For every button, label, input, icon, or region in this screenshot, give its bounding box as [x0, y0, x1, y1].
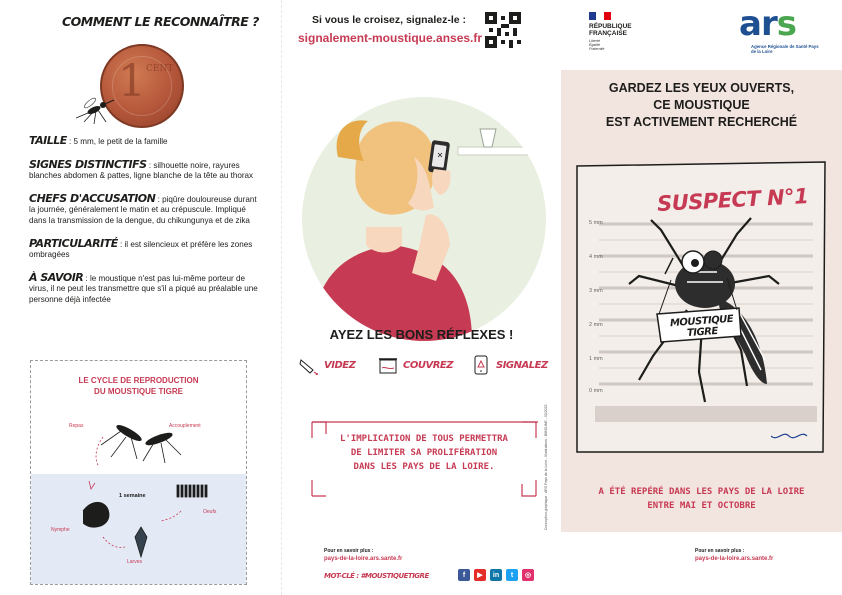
found-line: A ÉTÉ REPÉRÉ DANS LES PAYS DE LA LOIRE: [598, 487, 805, 497]
twitter-icon[interactable]: t: [506, 569, 518, 581]
cover-title-line: EST ACTIVEMENT RECHERCHÉ: [605, 115, 798, 129]
motto-word: Liberté: [589, 39, 600, 43]
stage-eggs: Oeufs: [203, 509, 217, 515]
notice-line: DE LIMITER SA PROLIFÉRATION: [350, 448, 498, 458]
covered-container-icon: [377, 354, 399, 376]
fact-text: : piqûre douloureuse durant la journée, généralement le matin et au crépuscule. Impliqué dans la transmission de la dengue, du chikungunya et de zika: [29, 194, 257, 225]
woman-drawing: [302, 97, 546, 341]
cover-footer-area: [561, 532, 842, 595]
stage-mating: Accouplement: [169, 423, 201, 429]
report-header: Si vous le croisez, signalez-le :: [312, 14, 467, 26]
cover-header: [561, 0, 842, 70]
panel2-footer: [282, 532, 561, 595]
panel-report: [281, 0, 561, 595]
fact-list: [29, 136, 265, 318]
fact-signs: [29, 157, 265, 182]
fact-text: : silhouette noire, rayures blanches abdomen & pattes, ligne blanche de la tête au thorax: [29, 160, 254, 181]
ars-word-part: s: [776, 4, 796, 44]
coin-text: CENT: [146, 64, 174, 74]
fact-charges: [29, 191, 265, 227]
scale-tick: 0 mm: [589, 388, 603, 394]
reflexes-title: AYEZ LES BONS RÉFLEXES !: [329, 327, 514, 342]
reflex-label: SIGNALEZ: [496, 359, 548, 371]
scale-tick: 1 mm: [589, 356, 603, 362]
fact-particularity: [29, 236, 265, 261]
cover-title: [561, 80, 842, 131]
credit-text: Conception graphique : ARS Pays de la Loire - Illustrations : BIBOUNE - 03/2023: [544, 404, 548, 530]
stage-nymph: Nymphe: [51, 527, 70, 533]
republic-line: RÉPUBLIQUE: [589, 23, 632, 30]
social-links: [458, 569, 534, 581]
cycle-duration: 1 semaine: [119, 493, 146, 499]
hashtag-text: MOT-CLÉ : #MOUSTIQUETIGRE: [324, 572, 429, 580]
motto-word: Fraternité: [589, 47, 605, 52]
reflex-label: VIDEZ: [324, 359, 356, 371]
panel-cover: [561, 0, 842, 595]
reflex-label: COUVREZ: [403, 359, 453, 371]
fact-text: : 5 mm, le petit de la famille: [69, 137, 168, 146]
suspect-title: SUSPECT N°1: [656, 184, 809, 216]
republique-francaise-logo: [589, 12, 649, 52]
cycle-title-line: DU MOUSTIQUE TIGRE: [94, 387, 183, 396]
facebook-icon[interactable]: f: [458, 569, 470, 581]
reproduction-cycle-diagram: [30, 360, 247, 585]
coin-value: 1: [118, 56, 146, 107]
small-mosquito-icon: [72, 92, 118, 126]
notice-line: L'IMPLICATION DE TOUS PERMETTRA: [340, 434, 508, 444]
phone-alert-icon: [470, 354, 492, 376]
panel-recognize: [0, 0, 281, 595]
fact-label: PARTICULARITÉ: [29, 236, 118, 250]
qr-code-icon[interactable]: [485, 12, 521, 48]
sign-line: TIGRE: [686, 325, 719, 340]
motto-word: Égalité: [589, 43, 600, 48]
republic-motto: [589, 39, 649, 52]
fact-label: CHEFS D'ACCUSATION: [29, 191, 156, 205]
cycle-title-line: LE CYCLE DE REPRODUCTION: [78, 376, 199, 385]
youtube-icon[interactable]: ▶: [474, 569, 486, 581]
woman-phone-illustration: [302, 97, 546, 341]
more-info-url[interactable]: pays-de-la-loire.ars.sante.fr: [324, 556, 403, 562]
more-info-url[interactable]: pays-de-la-loire.ars.sante.fr: [695, 556, 774, 562]
ars-subtitle: Agence Régionale de Santé Pays de la Loire: [751, 44, 819, 54]
more-info-label: Pour en savoir plus :: [695, 548, 745, 554]
fact-label: À SAVOIR: [29, 270, 84, 284]
notice-box: [310, 420, 538, 498]
fact-label: SIGNES DISTINCTIFS: [29, 157, 147, 171]
more-info-label: Pour en savoir plus :: [324, 548, 374, 554]
ars-wordmark: [739, 4, 796, 44]
bucket-empty-icon: [298, 354, 320, 376]
reflex-cover: [377, 353, 453, 377]
fact-label: TAILLE: [29, 134, 67, 147]
cover-title-line: GARDEZ LES YEUX OUVERTS,: [608, 81, 795, 95]
found-line: ENTRE MAI ET OCTOBRE: [647, 501, 756, 511]
stage-meal: Repas: [69, 423, 84, 429]
scale-tick: 5 mm: [589, 220, 603, 226]
fact-size: [29, 136, 265, 148]
report-link[interactable]: signalement-moustique.anses.fr: [298, 31, 483, 45]
ars-logo: [739, 4, 823, 58]
cycle-illustration: [31, 361, 248, 586]
fact-text: : il est silencieux et préfère les zones ombragées: [29, 239, 253, 260]
recognize-title: COMMENT LE RECONNAÎTRE ?: [62, 14, 259, 29]
scale-tick: 2 mm: [589, 322, 603, 328]
reflex-report: [470, 353, 548, 377]
linkedin-icon[interactable]: in: [490, 569, 502, 581]
fact-text: : le moustique n'est pas lui-même porteur de virus, il ne peut les transmettre que s'il a piqué au préalable une personne déjà infectée: [29, 273, 258, 304]
republic-line: FRANÇAISE: [589, 30, 627, 37]
stage-larvae: Larves: [127, 559, 143, 565]
flag-icon: [589, 12, 611, 20]
sign-line: MOUSTIQUE: [669, 313, 734, 330]
instagram-icon[interactable]: ◎: [522, 569, 534, 581]
found-text: [561, 485, 842, 513]
scale-tick: 3 mm: [589, 288, 603, 294]
fact-know: [29, 270, 265, 306]
cover-title-line: CE MOUSTIQUE: [653, 98, 750, 112]
notice-text: [310, 432, 538, 474]
republic-name: [589, 23, 649, 37]
scale-tick: 4 mm: [589, 254, 603, 260]
reflex-empty: [298, 353, 355, 377]
ars-word-part: ar: [739, 4, 777, 44]
notice-line: DANS LES PAYS DE LA LOIRE.: [353, 462, 495, 472]
